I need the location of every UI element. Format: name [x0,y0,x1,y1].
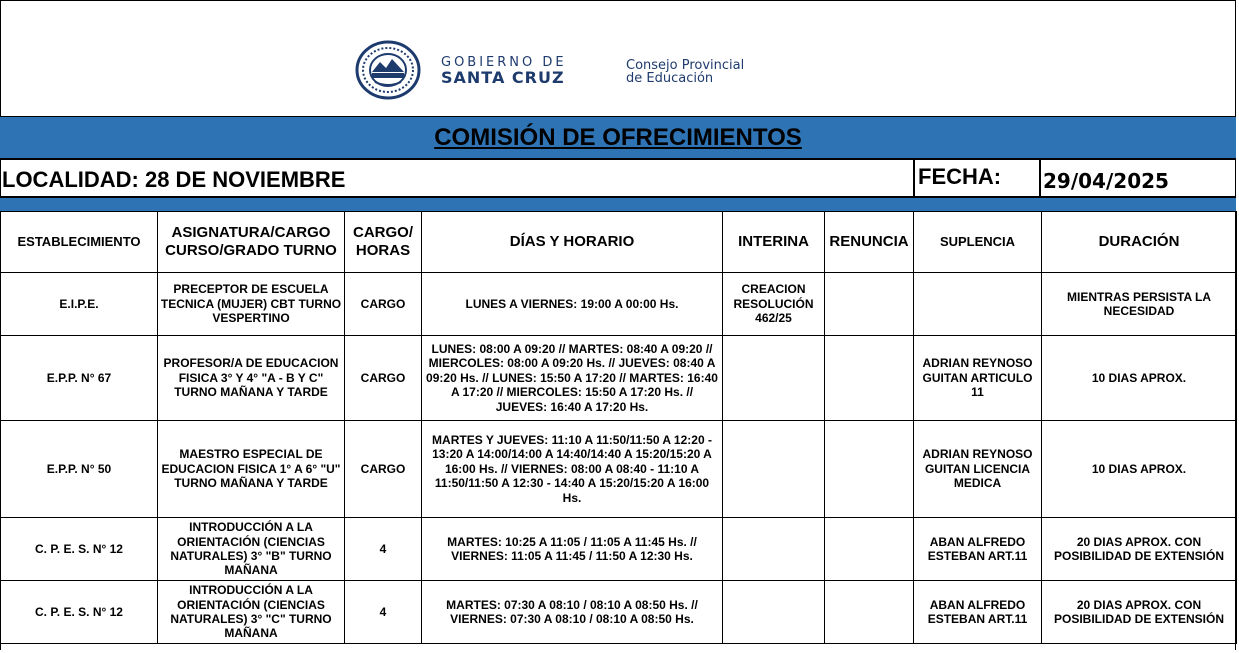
col-establecimiento: ESTABLECIMIENTO [1,212,158,273]
cell-cargo-horas: CARGO [345,421,422,518]
table-header-row [1,212,1237,273]
cell-suplencia: ABAN ALFREDO ESTEBAN ART.11 [914,581,1042,644]
cell-establecimiento: C. P. E. S. N° 12 [1,518,158,581]
info-row [0,158,1236,198]
council-line-1: Consejo Provincial [626,58,745,73]
cell-suplencia: ADRIAN REYNOSO GUITAN LICENCIA MEDICA [914,421,1042,518]
cell-renuncia [825,421,914,518]
cell-establecimiento: E.P.P. N° 67 [1,336,158,421]
cell-horario: MARTES Y JUEVES: 11:10 A 11:50/11:50 A 12:20 - 13:20 A 14:00/14:00 A 14:40/14:40 A 15:20/15:20 A 16:00 Hs. // VIERNES: 08:00 A 08:40 - 11:10 A 11:50/11:50 A 12:30 - 14:40 A 15:20/15:20 A 16:00 Hs. [422,421,723,518]
cell-asignatura: PRECEPTOR DE ESCUELA TECNICA (MUJER) CBT TURNO VESPERTINO [158,273,345,336]
page-title: COMISIÓN DE OFRECIMIENTOS [434,124,802,151]
cell-renuncia [825,273,914,336]
cell-cargo-horas: 4 [345,581,422,644]
cell-duracion: MIENTRAS PERSISTA LA NECESIDAD [1042,273,1237,336]
cell-establecimiento: E.P.P. N° 50 [1,421,158,518]
cell-interina [723,518,825,581]
gov-line-2: SANTA CRUZ [441,68,565,87]
cell-establecimiento: C. P. E. S. N° 12 [1,581,158,644]
col-asignatura: ASIGNATURA/CARGO CURSO/GRADO TURNO [158,212,345,273]
offers-table [0,211,1237,644]
cell-suplencia: ADRIAN REYNOSO GUITAN ARTICULO 11 [914,336,1042,421]
cell-cargo-horas: CARGO [345,336,422,421]
cell-duracion: 20 DIAS APROX. CON POSIBILIDAD DE EXTENSIÓN [1042,581,1237,644]
table-row [1,273,1237,336]
cell-interina [723,336,825,421]
cell-renuncia [825,518,914,581]
table-row [1,421,1237,518]
cell-asignatura: INTRODUCCIÓN A LA ORIENTACIÓN (CIENCIAS NATURALES) 3° "B" TURNO MAÑANA [158,518,345,581]
cell-asignatura: INTRODUCCIÓN A LA ORIENTACIÓN (CIENCIAS NATURALES) 3° "C" TURNO MAÑANA [158,581,345,644]
council-line-2: de Educación [626,71,714,86]
separator-band [0,198,1236,211]
cell-horario: MARTES: 07:30 A 08:10 / 08:10 A 08:50 Hs. // VIERNES: 07:30 A 08:10 / 08:10 A 08:50 Hs. [422,581,723,644]
cell-asignatura: MAESTRO ESPECIAL DE EDUCACION FISICA 1° A 6° "U" TURNO MAÑANA Y TARDE [158,421,345,518]
title-band [0,116,1236,158]
cell-cargo-horas: CARGO [345,273,422,336]
fecha-label: FECHA: [918,164,1002,189]
provincial-seal-icon [355,40,421,100]
cell-interina: CREACION RESOLUCIÓN 462/25 [723,273,825,336]
cell-cargo-horas: 4 [345,518,422,581]
cell-renuncia [825,581,914,644]
col-cargo-horas: CARGO/ HORAS [345,212,422,273]
col-duracion: DURACIÓN [1042,212,1237,273]
gov-line-1: GOBIERNO DE [441,55,567,70]
cell-interina [723,581,825,644]
cell-asignatura: PROFESOR/A DE EDUCACION FISICA 3° Y 4° "A - B Y C" TURNO MAÑANA Y TARDE [158,336,345,421]
table-row [1,336,1237,421]
fecha-value: 29/04/2025 [1043,169,1169,193]
cell-renuncia [825,336,914,421]
cell-duracion: 10 DIAS APROX. [1042,336,1237,421]
cell-duracion: 10 DIAS APROX. [1042,421,1237,518]
cell-horario: MARTES: 10:25 A 11:05 / 11:05 A 11:45 Hs. // VIERNES: 11:05 A 11:45 / 11:50 A 12:30 Hs. [422,518,723,581]
localidad-label: LOCALIDAD: 28 DE NOVIEMBRE [2,167,346,192]
cell-horario: LUNES A VIERNES: 19:00 A 00:00 Hs. [422,273,723,336]
cell-duracion: 20 DIAS APROX. CON POSIBILIDAD DE EXTENSIÓN [1042,518,1237,581]
cell-interina [723,421,825,518]
table-row [1,581,1237,644]
col-horario: DÍAS Y HORARIO [422,212,723,273]
cell-suplencia: ABAN ALFREDO ESTEBAN ART.11 [914,518,1042,581]
cell-horario: LUNES: 08:00 A 09:20 // MARTES: 08:40 A 09:20 // MIERCOLES: 08:00 A 09:20 Hs. // JUEVES: 08:40 A 09:20 Hs. // LUNES: 15:50 A 17:20 // MARTES: 16:40 A 17:20 // MIERCOLES: 15:50 A 17:20 Hs. // JUEVES: 16:40 A 17:20 Hs. [422,336,723,421]
fecha-box [913,158,1041,198]
cell-suplencia [914,273,1042,336]
col-renuncia: RENUNCIA [825,212,914,273]
cell-establecimiento: E.I.P.E. [1,273,158,336]
col-suplencia: SUPLENCIA [914,212,1042,273]
table-row [1,518,1237,581]
col-interina: INTERINA [723,212,825,273]
logo-header [0,0,1236,116]
